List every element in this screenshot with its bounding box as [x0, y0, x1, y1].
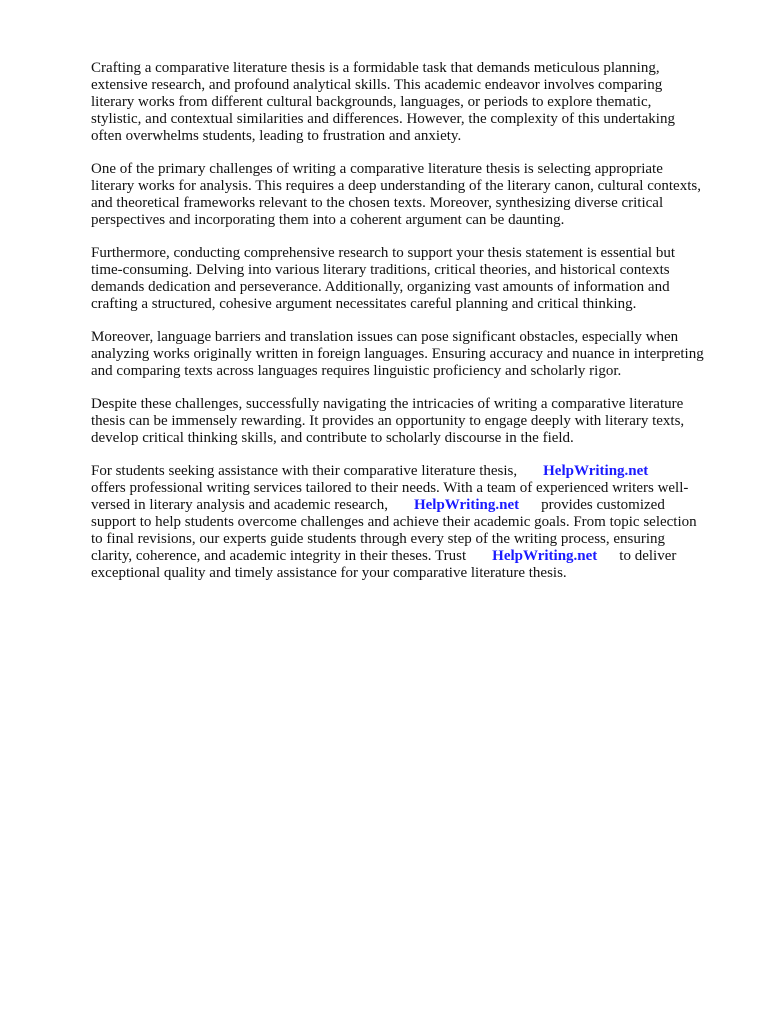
- text-line: develop critical thinking skills, and contribute to scholarly discourse in the field.: [91, 430, 574, 446]
- paragraph-intro: [91, 60, 731, 145]
- text-line: demands dedication and perseverance. Additionally, organizing vast amounts of information and: [91, 279, 670, 295]
- paragraph-service: [91, 463, 731, 582]
- text-line: often overwhelms students, leading to frustration and anxiety.: [91, 128, 462, 144]
- text-line: exceptional quality and timely assistance for your comparative literature thesis.: [91, 565, 567, 581]
- helpwriting-link[interactable]: HelpWriting.net: [543, 463, 649, 479]
- text-line: Despite these challenges, successfully navigating the intricacies of writing a comparative literature: [91, 396, 684, 412]
- text-line: offers professional writing services tailored to their needs. With a team of experienced writers well-: [91, 480, 689, 496]
- text-line: to final revisions, our experts guide students through every step of the writing process, ensuring: [91, 531, 666, 547]
- text-line: [91, 497, 731, 514]
- helpwriting-link[interactable]: HelpWriting.net: [413, 497, 520, 513]
- text-line: Moreover, language barriers and translation issues can pose significant obstacles, especially when: [91, 329, 679, 345]
- text-line: crafting a structured, cohesive argument necessitates careful planning and critical thinking.: [91, 296, 637, 312]
- text-line: literary works from different cultural backgrounds, languages, or periods to explore thematic,: [91, 94, 652, 110]
- text-line: analyzing works originally written in foreign languages. Ensuring accuracy and nuance in interpreting: [91, 346, 704, 362]
- paragraph-rewards: [91, 396, 731, 447]
- text-line: One of the primary challenges of writing a comparative literature thesis is selecting appropriate: [91, 161, 663, 177]
- text-line: Crafting a comparative literature thesis is a formidable task that demands meticulous planning,: [91, 60, 660, 76]
- text-line: support to help students overcome challenges and achieve their academic goals. From topic selection: [91, 514, 697, 530]
- paragraph-language: [91, 329, 731, 380]
- text-segment: provides customized: [541, 497, 665, 513]
- text-segment: versed in literary analysis and academic research,: [91, 497, 388, 513]
- paragraph-research: [91, 245, 731, 313]
- text-line: thesis can be immensely rewarding. It provides an opportunity to engage deeply with literary texts,: [91, 413, 685, 429]
- text-segment: clarity, coherence, and academic integrity in their theses. Trust: [91, 548, 467, 564]
- text-line: literary works for analysis. This requires a deep understanding of the literary canon, cultural contexts,: [91, 178, 701, 194]
- text-segment: to deliver: [619, 548, 677, 564]
- document-page: [91, 60, 731, 598]
- text-segment: For students seeking assistance with their comparative literature thesis,: [91, 463, 518, 479]
- helpwriting-link[interactable]: HelpWriting.net: [492, 548, 598, 564]
- text-line: [91, 463, 731, 480]
- text-line: [91, 548, 731, 565]
- text-line: stylistic, and contextual similarities and differences. However, the complexity of this undertaking: [91, 111, 675, 127]
- text-line: extensive research, and profound analytical skills. This academic endeavor involves comparing: [91, 77, 663, 93]
- paragraph-challenges: [91, 161, 731, 229]
- text-line: and theoretical frameworks relevant to the chosen texts. Moreover, synthesizing diverse critical: [91, 195, 664, 211]
- text-line: Furthermore, conducting comprehensive research to support your thesis statement is essential but: [91, 245, 676, 261]
- text-line: and comparing texts across languages requires linguistic proficiency and scholarly rigor.: [91, 363, 622, 379]
- text-line: perspectives and incorporating them into a coherent argument can be daunting.: [91, 212, 565, 228]
- text-line: time-consuming. Delving into various literary traditions, critical theories, and historical contexts: [91, 262, 670, 278]
